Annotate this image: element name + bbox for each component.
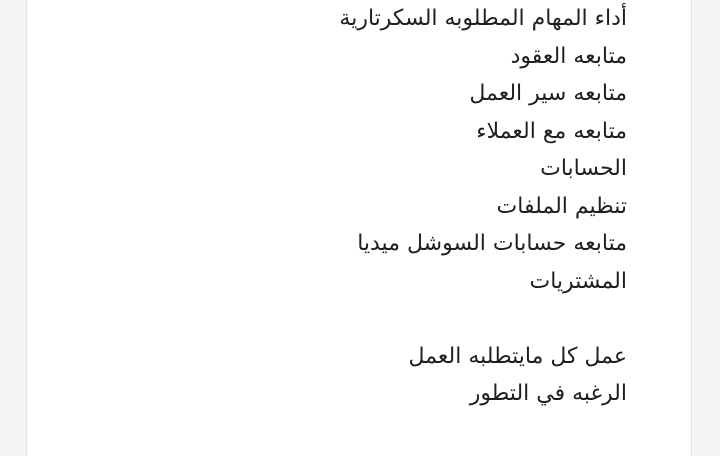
duty-line: المشتريات: [529, 268, 627, 294]
duty-line: متابعه حسابات السوشل ميديا: [357, 231, 627, 256]
duty-line: أداء المهام المطلوبه السكرتارية: [339, 6, 627, 31]
duty-line: متابعه مع العملاء: [476, 118, 627, 144]
duty-line: الحسابات: [540, 156, 627, 181]
text-body: [67, 0, 627, 413]
document-card: [26, 0, 692, 456]
duty-line: تنظيم الملفات: [496, 193, 627, 219]
duty-line: متابعه سير العمل: [469, 81, 627, 106]
note-line: عمل كل مايتطلبه العمل: [408, 343, 627, 369]
duty-line: متابعه العقود: [510, 43, 627, 69]
blank-line: [67, 300, 627, 338]
note-line: الرغبه في التطور: [469, 381, 627, 406]
